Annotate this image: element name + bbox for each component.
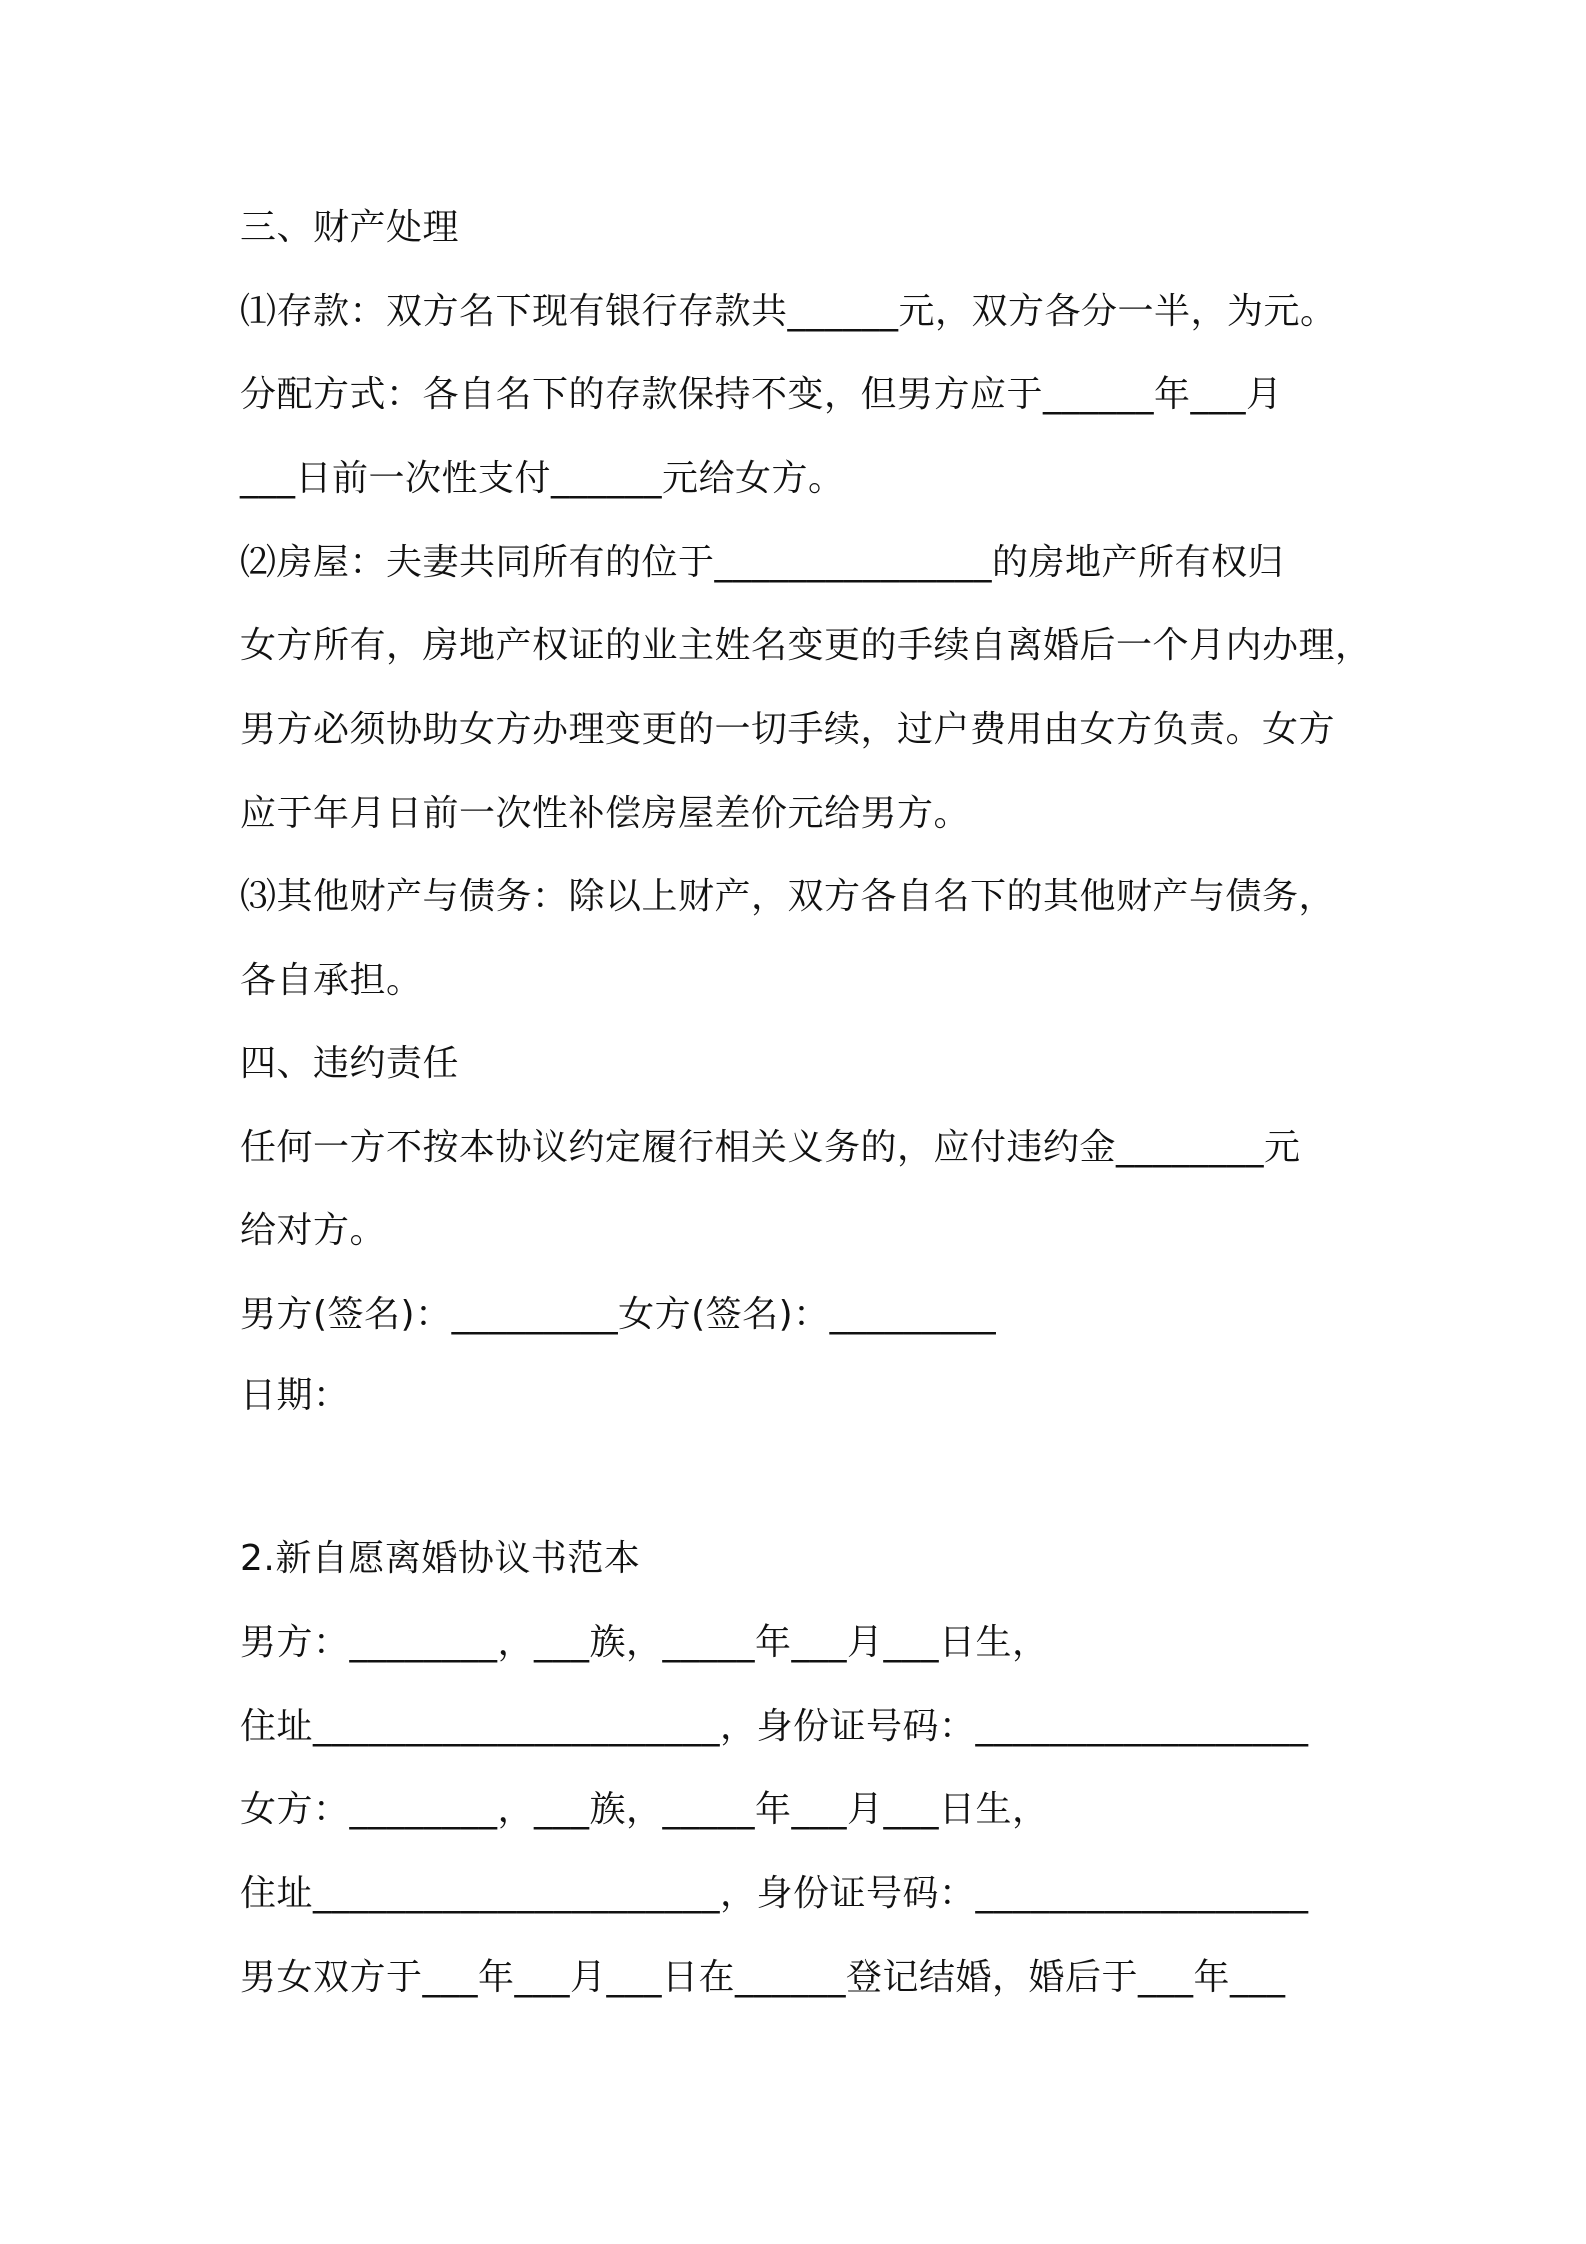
paragraph-house-4: 应于年月日前一次性补偿房屋差价元给男方。 (240, 793, 971, 834)
paragraph-house-2: 女方所有，房地产权证的业主姓名变更的手续自离婚后一个月内办理， (240, 625, 1372, 666)
paragraph-other-1: ⑶其他财产与债务：除以上财产，双方各自名下的其他财产与债务， (240, 876, 1336, 917)
male-info-line: 男方：________，___族，_____年___月___日生， (240, 1622, 1049, 1663)
date-line: 日期： (240, 1375, 350, 1416)
template-title: 2.新自愿离婚协议书范本 (240, 1538, 641, 1579)
signature-line: 男方(签名)：_________女方(签名)：_________ (240, 1294, 997, 1335)
marriage-registration-line: 男女双方于___年___月___日在______登记结婚，婚后于___年___ (240, 1957, 1286, 1998)
section-heading-breach: 四、违约责任 (240, 1043, 460, 1084)
paragraph-breach-2: 给对方。 (240, 1210, 387, 1251)
male-address-line: 住址______________________，身份证号码：__________________ (240, 1706, 1309, 1747)
paragraph-house-1: ⑵房屋：夫妻共同所有的位于_______________的房地产所有权归 (240, 542, 1285, 583)
female-info-line: 女方：________，___族，_____年___月___日生， (240, 1789, 1049, 1830)
paragraph-deposit-3: ___日前一次性支付______元给女方。 (240, 458, 845, 499)
section-heading-property: 三、财产处理 (240, 207, 460, 248)
paragraph-deposit-2: 分配方式：各自名下的存款保持不变，但男方应于______年___月 (240, 374, 1283, 415)
paragraph-deposit-1: ⑴存款：双方名下现有银行存款共______元，双方各分一半，为元。 (240, 291, 1337, 332)
paragraph-other-2: 各自承担。 (240, 960, 423, 1001)
paragraph-breach-1: 任何一方不按本协议约定履行相关义务的，应付违约金________元 (240, 1127, 1301, 1168)
paragraph-house-3: 男方必须协助女方办理变更的一切手续，过户费用由女方负责。女方 (240, 709, 1336, 750)
female-address-line: 住址______________________，身份证号码：__________________ (240, 1873, 1309, 1914)
